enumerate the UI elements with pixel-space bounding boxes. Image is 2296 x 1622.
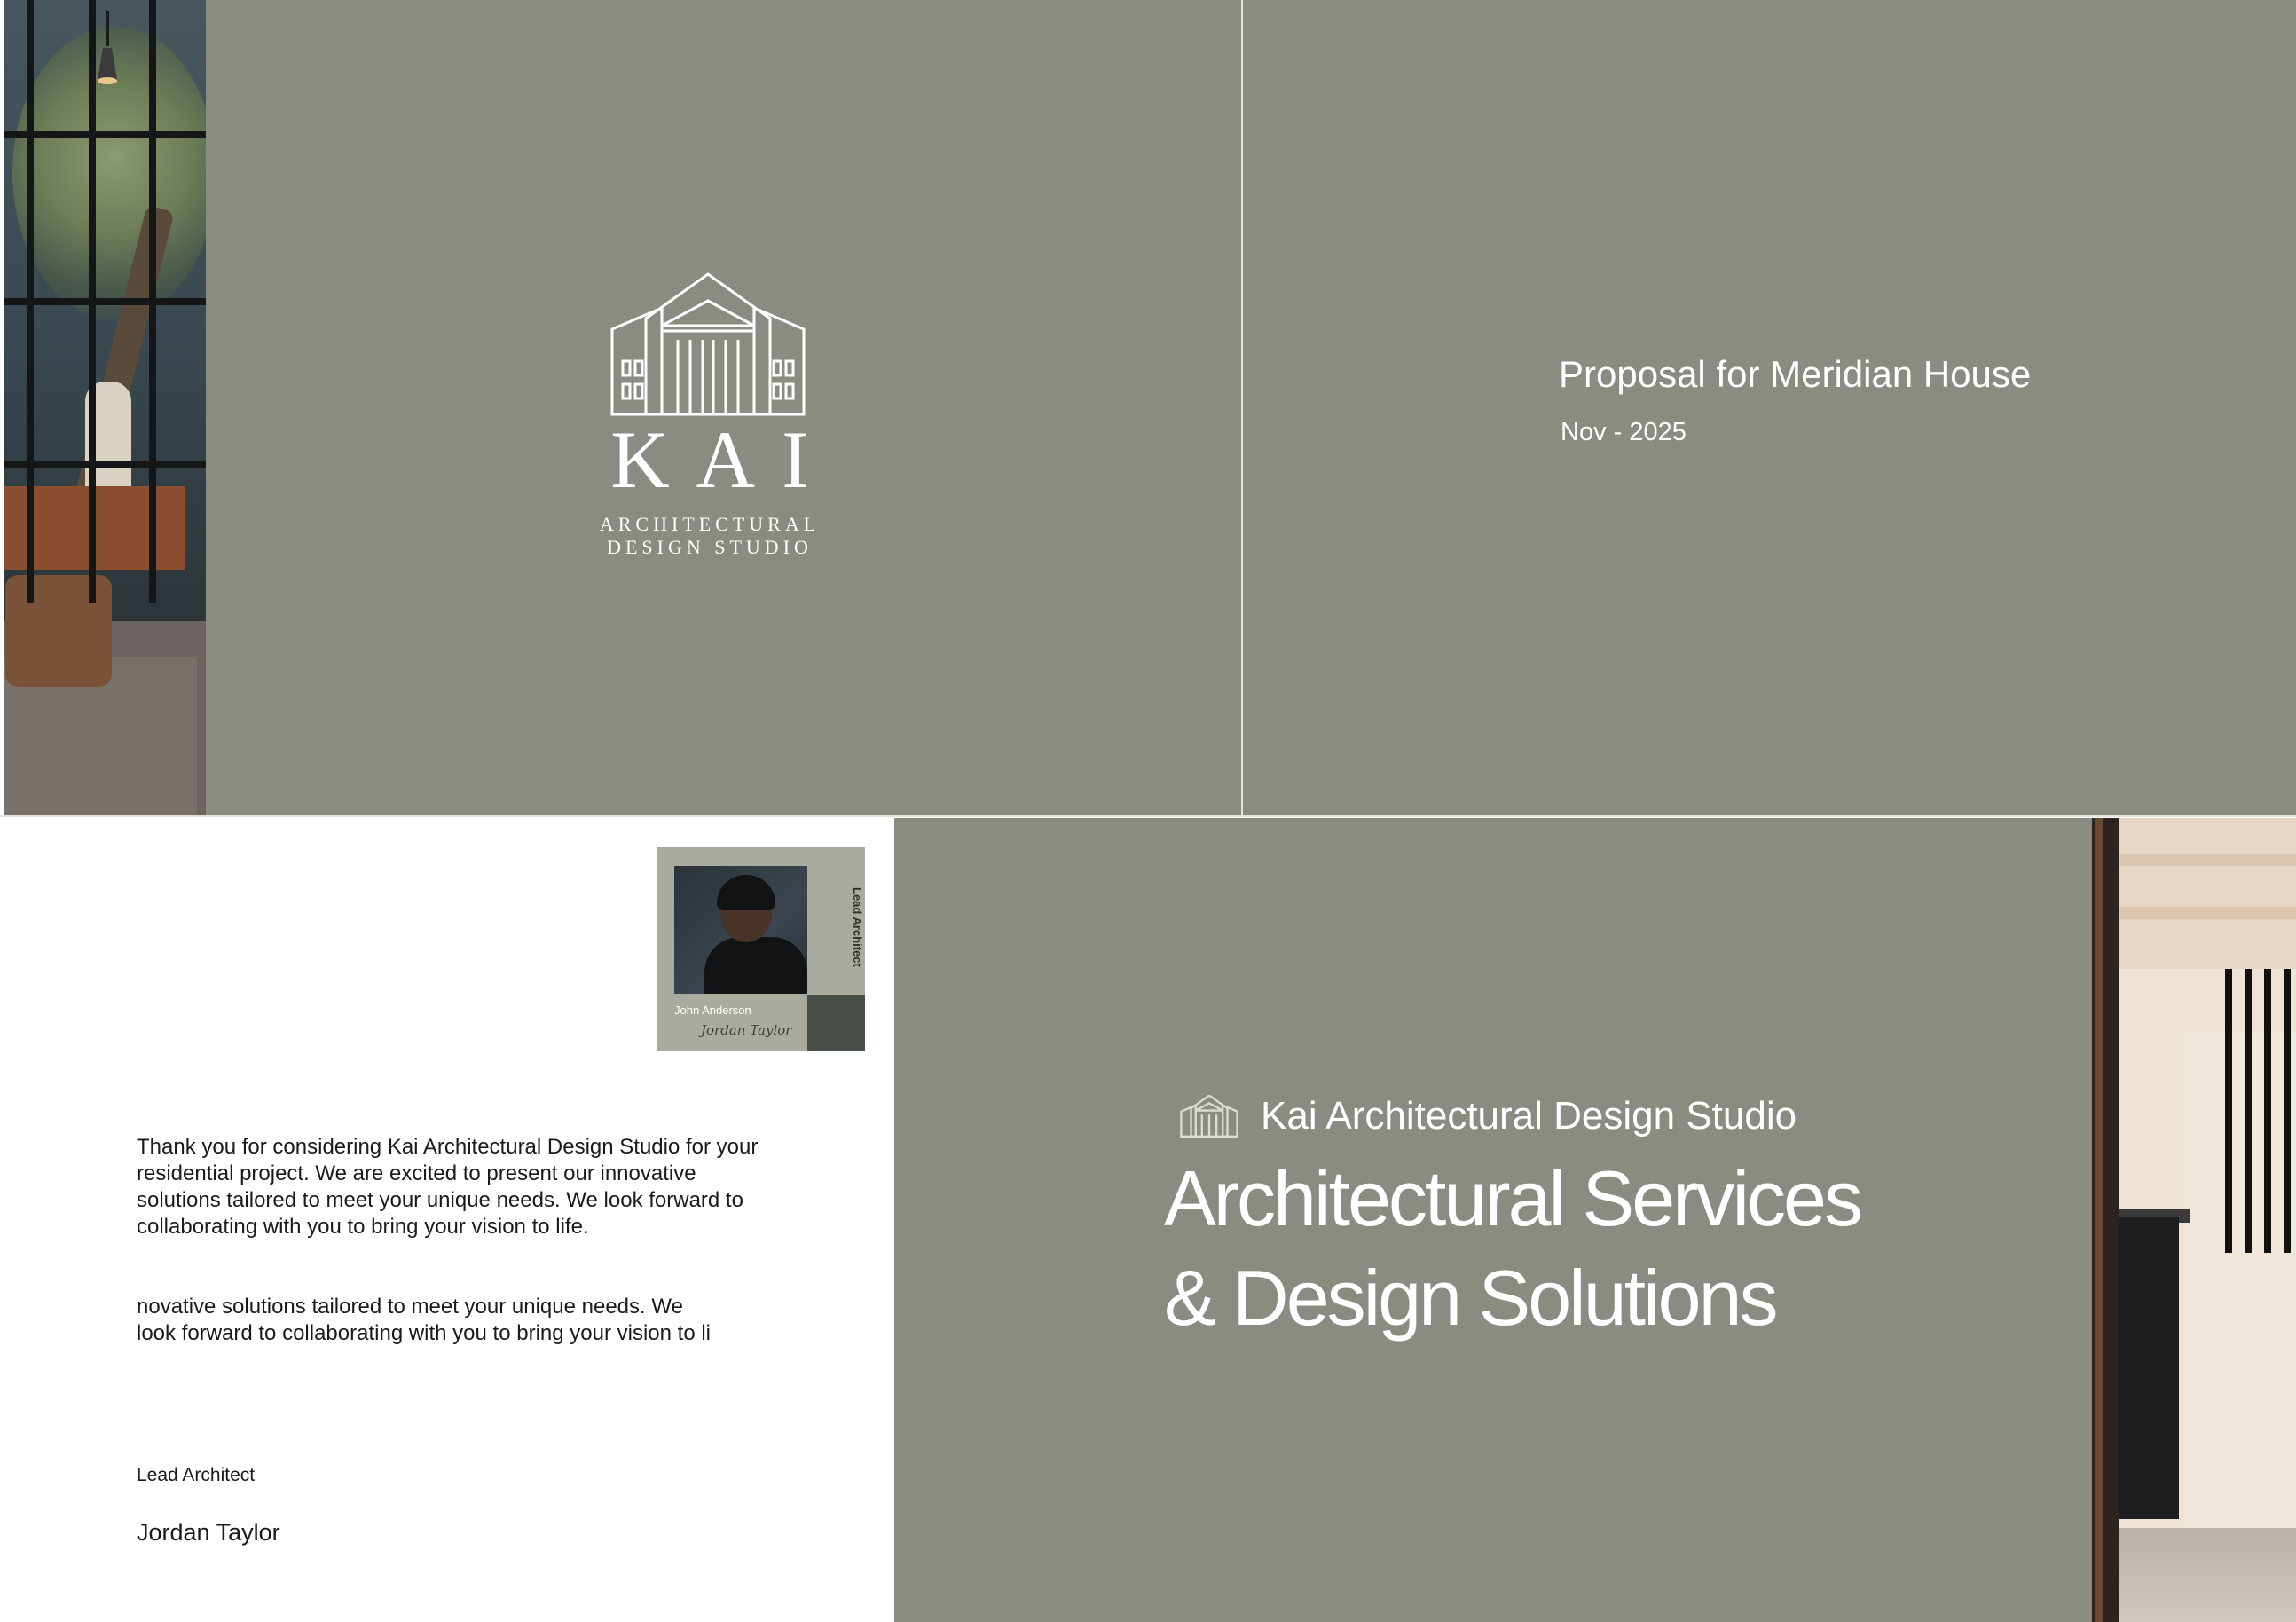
stair-rail	[2264, 969, 2271, 1253]
letter-paragraph-2-line1: novative solutions tailored to meet your unique needs. We	[137, 1295, 683, 1319]
photo-wardrobe	[2184, 1031, 2296, 1528]
photo-cabinet	[2119, 1217, 2179, 1519]
photo-floor	[2119, 1528, 2296, 1622]
profile-name: John Anderson	[674, 1004, 751, 1017]
stair-rail	[2284, 969, 2291, 1253]
profile-role: Lead Architect	[851, 887, 864, 967]
services-headline-line2: & Design Solutions	[1164, 1254, 1776, 1342]
stair-rail	[2225, 969, 2232, 1253]
proposal-title: Proposal for Meridian House	[1559, 353, 2032, 395]
window-transom	[4, 461, 206, 468]
signoff-name: Jordan Taylor	[137, 1519, 280, 1546]
pendant-lamp-icon	[92, 11, 122, 85]
door-frame-edge	[2095, 818, 2103, 1622]
logo-wordmark: KAI	[610, 414, 836, 505]
building-logo-icon	[1180, 1095, 1238, 1138]
portrait-hat	[717, 875, 775, 910]
profile-accent-block	[807, 995, 865, 1051]
letter-paragraph-2-line2: look forward to collaborating with you to bring your vision to li	[137, 1321, 711, 1345]
logo-tagline-line2: DESIGN STUDIO	[607, 536, 813, 558]
interior-stairs-photo	[2092, 818, 2296, 1622]
page-divider-horizontal	[0, 815, 2296, 817]
window-transom	[4, 298, 206, 305]
photo-ceiling	[2119, 818, 2296, 969]
ceiling-beam	[2119, 907, 2296, 919]
letter-paragraph-1: Thank you for considering Kai Architectural Design Studio for your residential project. We are excited to present our innovative solutions tailored to meet your unique needs. We look forward to collaborating with you to bring your vision to life.	[137, 1135, 759, 1239]
services-studio-name: Kai Architectural Design Studio	[1261, 1094, 1797, 1138]
services-headline-line1: Architectural Services	[1164, 1154, 1860, 1242]
photo-ottoman	[5, 575, 112, 687]
ceiling-beam	[2119, 854, 2296, 866]
letter-paragraph-2	[137, 1294, 775, 1347]
proposal-date: Nov - 2025	[1561, 418, 1687, 446]
architect-portrait-photo	[674, 866, 807, 994]
portrait-body	[704, 937, 807, 994]
page-divider-vertical	[1241, 0, 1243, 816]
stair-rail	[2245, 969, 2252, 1253]
signoff-role: Lead Architect	[137, 1465, 256, 1485]
logo-tagline-line1: ARCHITECTURAL	[599, 513, 821, 535]
building-logo-icon	[609, 272, 807, 418]
interior-window-photo	[4, 0, 206, 815]
profile-signature: Jordan Taylor	[701, 1022, 792, 1038]
window-transom	[4, 131, 206, 138]
proposal-panel	[1242, 0, 2296, 816]
